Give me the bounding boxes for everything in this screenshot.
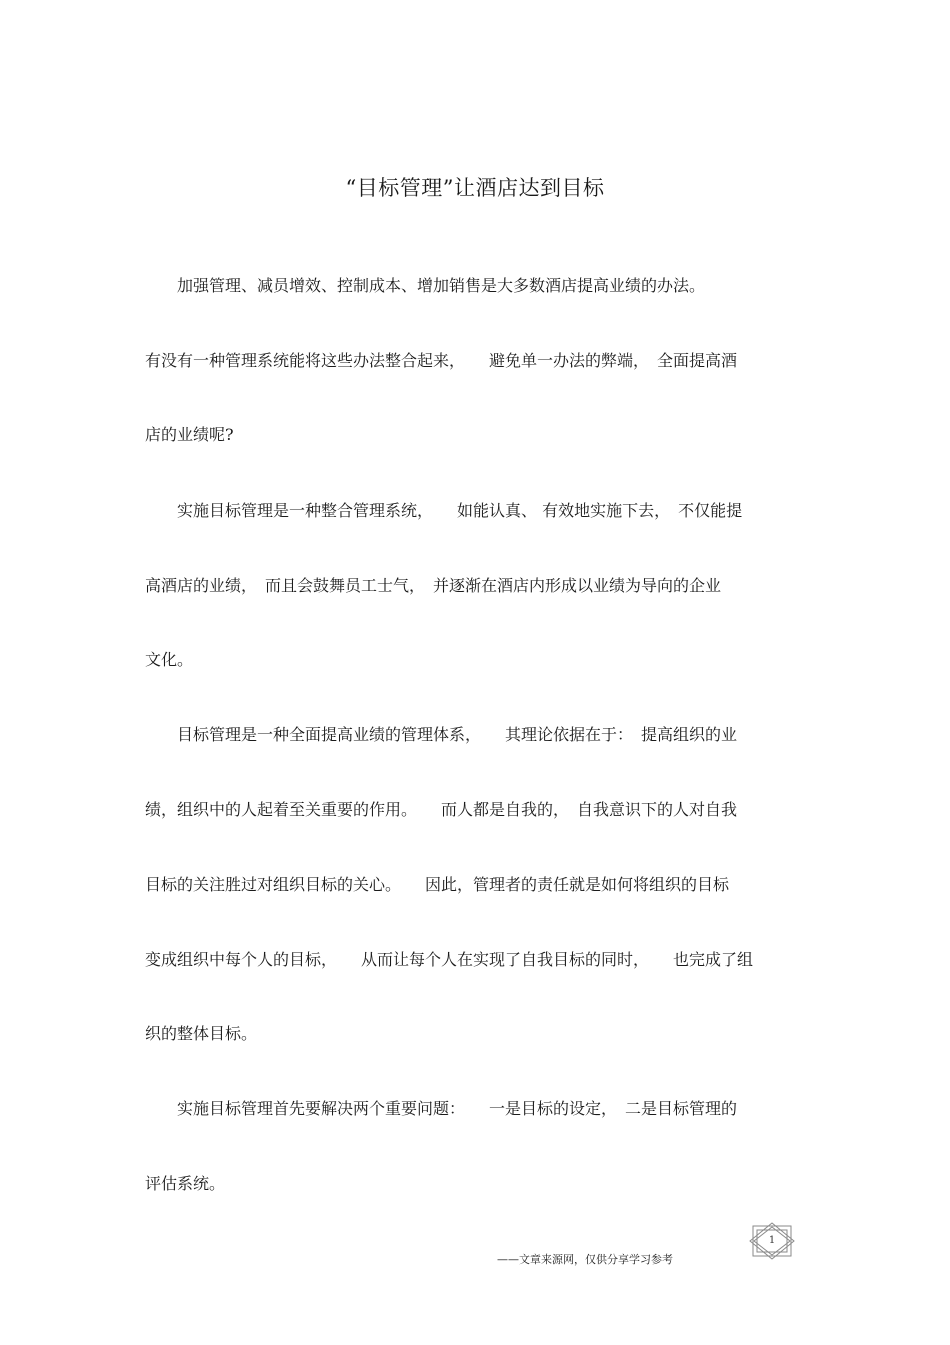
body-line: 高酒店的业绩， 而且会鼓舞员工士气， 并逐渐在酒店内形成以业绩为导向的企业 bbox=[145, 576, 722, 595]
body-line: 实施目标管理首先要解决两个重要问题： 一是目标的设定， 二是目标管理的 bbox=[145, 1099, 738, 1118]
body-line: 织的整体目标。 bbox=[145, 1024, 258, 1043]
body-line: 加强管理、减员增效、控制成本、增加销售是大多数酒店提高业绩的办法。 bbox=[145, 276, 706, 295]
body-line: 目标的关注胜过对组织目标的关心。 因此，管理者的责任就是如何将组织的目标 bbox=[145, 875, 730, 894]
document-title: “目标管理”让酒店达到目标 bbox=[345, 176, 605, 200]
body-line: 目标管理是一种全面提高业绩的管理体系， 其理论依据在于： 提高组织的业 bbox=[145, 725, 738, 744]
page-number-badge bbox=[749, 1222, 795, 1260]
body-line: 绩，组织中的人起着至关重要的作用。 而人都是自我的， 自我意识下的人对自我 bbox=[145, 800, 738, 819]
body-line: 评估系统。 bbox=[145, 1174, 226, 1193]
body-line: 有没有一种管理系统能将这些办法整合起来， 避免单一办法的弊端， 全面提高酒 bbox=[145, 351, 738, 370]
body-line: 实施目标管理是一种整合管理系统， 如能认真、 有效地实施下去， 不仅能提 bbox=[145, 501, 743, 520]
footer-source-note: ——文章来源网，仅供分享学习参考 bbox=[497, 1253, 673, 1266]
body-line: 变成组织中每个人的目标， 从而让每个人在实现了自我目标的同时， 也完成了组 bbox=[145, 950, 754, 969]
page-number: 1 bbox=[768, 1235, 776, 1246]
body-line: 文化。 bbox=[145, 650, 194, 669]
body-line: 店的业绩呢? bbox=[145, 425, 234, 444]
